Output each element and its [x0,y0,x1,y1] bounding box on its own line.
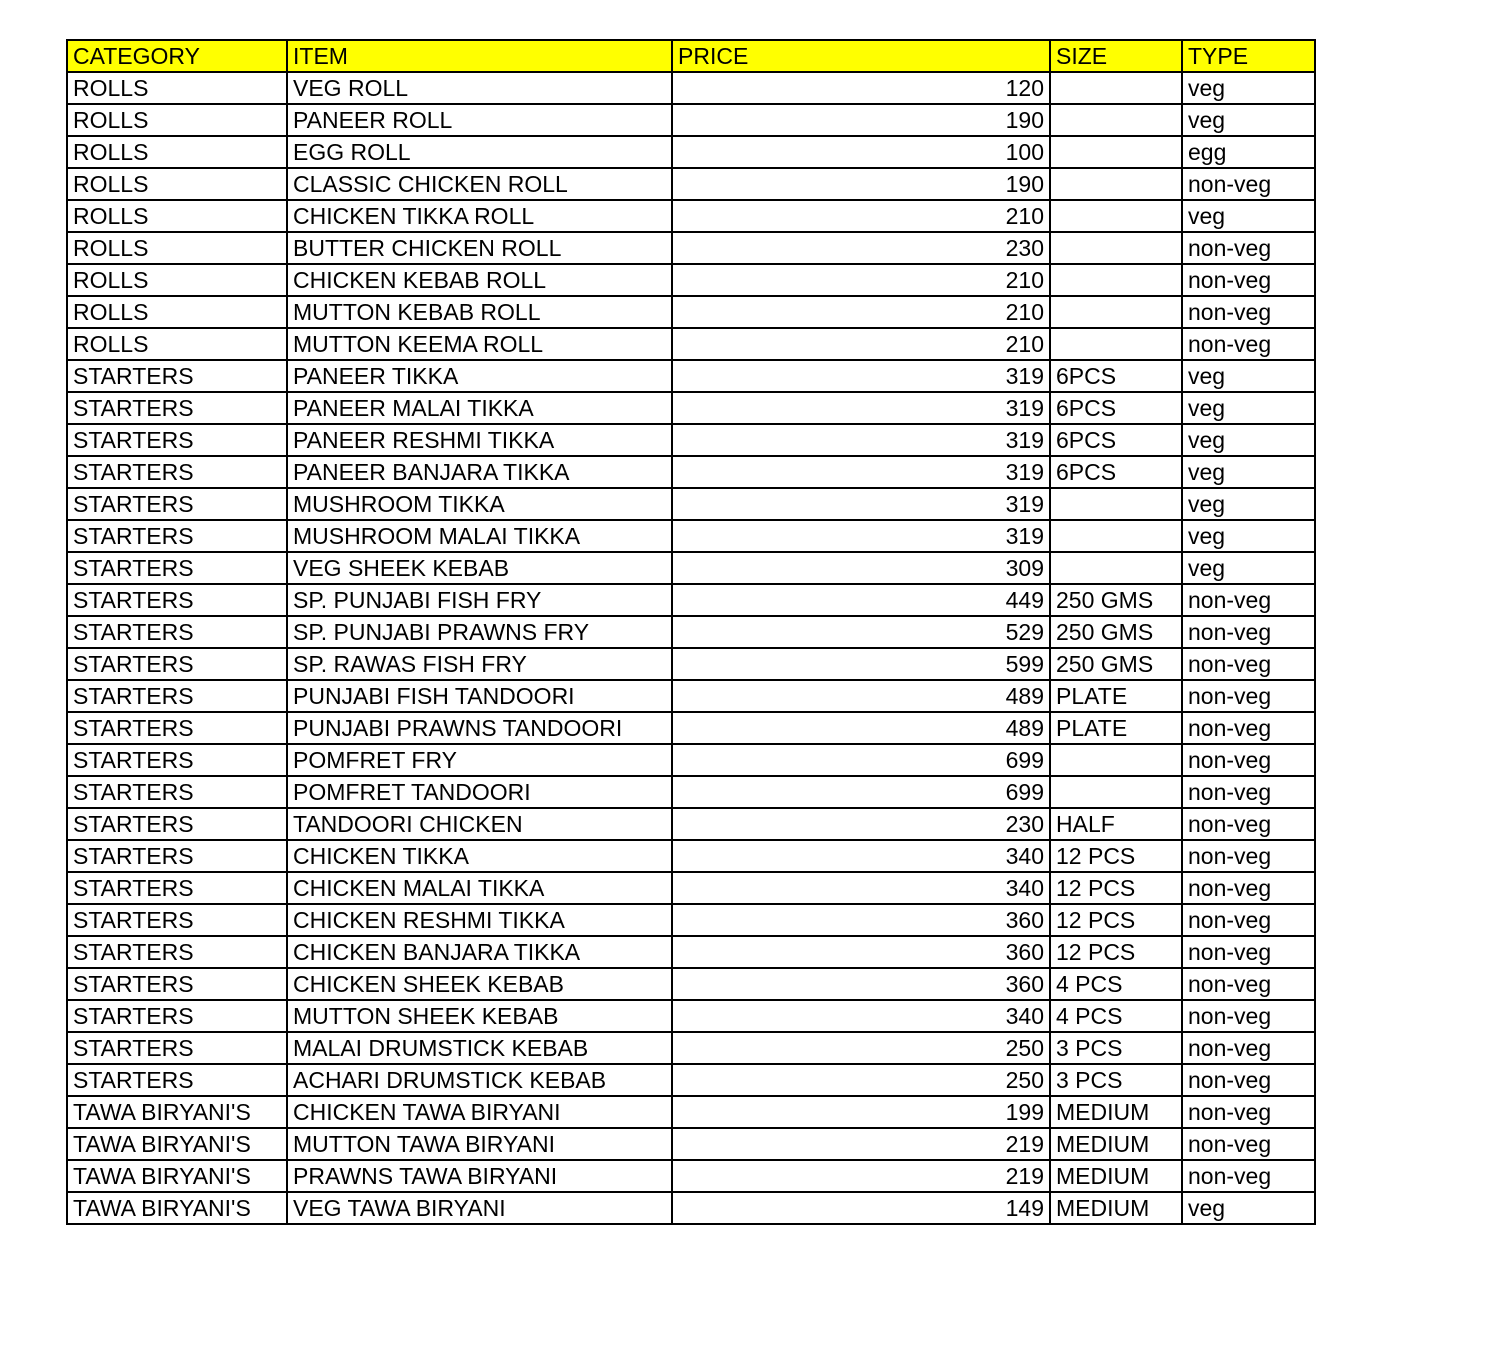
table-row [67,1032,1315,1064]
size-cell [1050,776,1182,808]
size-cell: 4 PCS [1050,968,1182,1000]
type-cell: non-veg [1182,1160,1315,1192]
table-row [67,680,1315,712]
category-cell: TAWA BIRYANI'S [67,1128,287,1160]
type-cell: non-veg [1182,712,1315,744]
price-cell: 250 [672,1064,1050,1096]
type-cell: non-veg [1182,296,1315,328]
column-header-item: ITEM [287,40,672,72]
category-cell: ROLLS [67,168,287,200]
category-cell: STARTERS [67,936,287,968]
item-cell: MUSHROOM MALAI TIKKA [287,520,672,552]
item-cell: CHICKEN TAWA BIRYANI [287,1096,672,1128]
price-cell: 449 [672,584,1050,616]
type-cell: veg [1182,360,1315,392]
category-cell: STARTERS [67,488,287,520]
size-cell: MEDIUM [1050,1160,1182,1192]
price-cell: 120 [672,72,1050,104]
category-cell: STARTERS [67,776,287,808]
type-cell: non-veg [1182,264,1315,296]
size-cell [1050,744,1182,776]
size-cell [1050,296,1182,328]
type-cell: non-veg [1182,1096,1315,1128]
type-cell: egg [1182,136,1315,168]
table-row [67,264,1315,296]
item-cell: MUTTON KEEMA ROLL [287,328,672,360]
category-cell: STARTERS [67,1032,287,1064]
table-row [67,968,1315,1000]
header-row [67,40,1315,72]
price-cell: 319 [672,360,1050,392]
price-cell: 360 [672,936,1050,968]
price-cell: 489 [672,712,1050,744]
item-cell: VEG SHEEK KEBAB [287,552,672,584]
size-cell: 12 PCS [1050,872,1182,904]
category-cell: ROLLS [67,200,287,232]
table-row [67,520,1315,552]
table-row [67,744,1315,776]
category-cell: STARTERS [67,808,287,840]
item-cell: EGG ROLL [287,136,672,168]
size-cell [1050,488,1182,520]
category-cell: STARTERS [67,1000,287,1032]
size-cell: 6PCS [1050,424,1182,456]
type-cell: non-veg [1182,616,1315,648]
price-cell: 100 [672,136,1050,168]
table-row [67,840,1315,872]
category-cell: ROLLS [67,296,287,328]
item-cell: CHICKEN BANJARA TIKKA [287,936,672,968]
category-cell: STARTERS [67,616,287,648]
size-cell: 250 GMS [1050,584,1182,616]
type-cell: non-veg [1182,872,1315,904]
category-cell: ROLLS [67,72,287,104]
category-cell: STARTERS [67,360,287,392]
category-cell: STARTERS [67,744,287,776]
category-cell: STARTERS [67,904,287,936]
category-cell: ROLLS [67,232,287,264]
category-cell: ROLLS [67,328,287,360]
price-cell: 219 [672,1160,1050,1192]
table-row [67,1192,1315,1224]
size-cell [1050,264,1182,296]
category-cell: STARTERS [67,456,287,488]
item-cell: CHICKEN SHEEK KEBAB [287,968,672,1000]
item-cell: CHICKEN RESHMI TIKKA [287,904,672,936]
type-cell: veg [1182,424,1315,456]
type-cell: non-veg [1182,232,1315,264]
menu-table-body [67,72,1315,1224]
price-cell: 210 [672,200,1050,232]
price-cell: 599 [672,648,1050,680]
price-cell: 319 [672,392,1050,424]
table-row [67,392,1315,424]
category-cell: STARTERS [67,552,287,584]
type-cell: non-veg [1182,1000,1315,1032]
item-cell: VEG ROLL [287,72,672,104]
size-cell [1050,72,1182,104]
price-cell: 340 [672,840,1050,872]
size-cell [1050,232,1182,264]
table-row [67,168,1315,200]
type-cell: veg [1182,456,1315,488]
type-cell: non-veg [1182,904,1315,936]
size-cell [1050,552,1182,584]
size-cell: 250 GMS [1050,616,1182,648]
table-row [67,136,1315,168]
table-row [67,904,1315,936]
category-cell: STARTERS [67,872,287,904]
table-row [67,1096,1315,1128]
size-cell [1050,168,1182,200]
type-cell: non-veg [1182,776,1315,808]
table-row [67,328,1315,360]
type-cell: veg [1182,392,1315,424]
size-cell: PLATE [1050,712,1182,744]
item-cell: TANDOORI CHICKEN [287,808,672,840]
price-cell: 190 [672,104,1050,136]
table-row [67,488,1315,520]
table-row [67,200,1315,232]
price-cell: 489 [672,680,1050,712]
size-cell [1050,104,1182,136]
table-row [67,296,1315,328]
table-row [67,1128,1315,1160]
type-cell: non-veg [1182,680,1315,712]
type-cell: veg [1182,72,1315,104]
item-cell: MUTTON KEBAB ROLL [287,296,672,328]
price-cell: 319 [672,424,1050,456]
item-cell: MUTTON TAWA BIRYANI [287,1128,672,1160]
table-row [67,104,1315,136]
item-cell: MUSHROOM TIKKA [287,488,672,520]
item-cell: CHICKEN TIKKA [287,840,672,872]
table-row [67,712,1315,744]
table-row [67,360,1315,392]
size-cell: 3 PCS [1050,1064,1182,1096]
category-cell: STARTERS [67,840,287,872]
size-cell: 12 PCS [1050,840,1182,872]
item-cell: PANEER RESHMI TIKKA [287,424,672,456]
category-cell: TAWA BIRYANI'S [67,1160,287,1192]
item-cell: VEG TAWA BIRYANI [287,1192,672,1224]
item-cell: PANEER BANJARA TIKKA [287,456,672,488]
item-cell: SP. PUNJABI FISH FRY [287,584,672,616]
item-cell: PUNJABI PRAWNS TANDOORI [287,712,672,744]
item-cell: MUTTON SHEEK KEBAB [287,1000,672,1032]
price-cell: 360 [672,904,1050,936]
table-row [67,456,1315,488]
price-cell: 319 [672,488,1050,520]
category-cell: STARTERS [67,520,287,552]
price-cell: 230 [672,808,1050,840]
size-cell: 12 PCS [1050,904,1182,936]
item-cell: CHICKEN KEBAB ROLL [287,264,672,296]
table-row [67,552,1315,584]
size-cell: 6PCS [1050,456,1182,488]
table-row [67,72,1315,104]
item-cell: PANEER TIKKA [287,360,672,392]
price-cell: 309 [672,552,1050,584]
item-cell: CHICKEN TIKKA ROLL [287,200,672,232]
column-header-size: SIZE [1050,40,1182,72]
size-cell [1050,520,1182,552]
size-cell [1050,136,1182,168]
size-cell: MEDIUM [1050,1192,1182,1224]
table-row [67,1064,1315,1096]
table-row [67,616,1315,648]
type-cell: veg [1182,1192,1315,1224]
table-row [67,872,1315,904]
size-cell: 4 PCS [1050,1000,1182,1032]
category-cell: TAWA BIRYANI'S [67,1192,287,1224]
type-cell: non-veg [1182,648,1315,680]
table-row [67,936,1315,968]
price-cell: 149 [672,1192,1050,1224]
size-cell: MEDIUM [1050,1128,1182,1160]
item-cell: CHICKEN MALAI TIKKA [287,872,672,904]
price-cell: 340 [672,1000,1050,1032]
size-cell [1050,200,1182,232]
type-cell: veg [1182,200,1315,232]
column-header-type: TYPE [1182,40,1315,72]
category-cell: STARTERS [67,968,287,1000]
size-cell: 12 PCS [1050,936,1182,968]
category-cell: STARTERS [67,392,287,424]
column-header-price: PRICE [672,40,1050,72]
item-cell: POMFRET TANDOORI [287,776,672,808]
type-cell: non-veg [1182,840,1315,872]
type-cell: non-veg [1182,584,1315,616]
menu-table-header [67,40,1315,72]
price-cell: 319 [672,520,1050,552]
type-cell: veg [1182,488,1315,520]
table-row [67,808,1315,840]
table-row [67,424,1315,456]
category-cell: STARTERS [67,648,287,680]
price-cell: 319 [672,456,1050,488]
type-cell: non-veg [1182,968,1315,1000]
size-cell [1050,328,1182,360]
category-cell: ROLLS [67,136,287,168]
category-cell: ROLLS [67,104,287,136]
type-cell: non-veg [1182,1032,1315,1064]
price-cell: 219 [672,1128,1050,1160]
size-cell: 6PCS [1050,392,1182,424]
price-cell: 340 [672,872,1050,904]
table-row [67,648,1315,680]
item-cell: PANEER MALAI TIKKA [287,392,672,424]
type-cell: non-veg [1182,744,1315,776]
item-cell: MALAI DRUMSTICK KEBAB [287,1032,672,1064]
column-header-category: CATEGORY [67,40,287,72]
table-row [67,776,1315,808]
item-cell: PUNJABI FISH TANDOORI [287,680,672,712]
item-cell: CLASSIC CHICKEN ROLL [287,168,672,200]
table-row [67,584,1315,616]
type-cell: veg [1182,552,1315,584]
category-cell: STARTERS [67,680,287,712]
price-cell: 210 [672,296,1050,328]
category-cell: TAWA BIRYANI'S [67,1096,287,1128]
size-cell: HALF [1050,808,1182,840]
type-cell: non-veg [1182,1064,1315,1096]
type-cell: non-veg [1182,1128,1315,1160]
size-cell: 6PCS [1050,360,1182,392]
price-cell: 199 [672,1096,1050,1128]
price-cell: 699 [672,744,1050,776]
item-cell: PANEER ROLL [287,104,672,136]
item-cell: SP. RAWAS FISH FRY [287,648,672,680]
item-cell: BUTTER CHICKEN ROLL [287,232,672,264]
price-cell: 190 [672,168,1050,200]
category-cell: ROLLS [67,264,287,296]
price-cell: 210 [672,264,1050,296]
type-cell: veg [1182,520,1315,552]
type-cell: non-veg [1182,168,1315,200]
price-cell: 529 [672,616,1050,648]
menu-table [66,39,1316,1225]
category-cell: STARTERS [67,1064,287,1096]
item-cell: SP. PUNJABI PRAWNS FRY [287,616,672,648]
price-cell: 699 [672,776,1050,808]
category-cell: STARTERS [67,424,287,456]
item-cell: ACHARI DRUMSTICK KEBAB [287,1064,672,1096]
size-cell: MEDIUM [1050,1096,1182,1128]
item-cell: POMFRET FRY [287,744,672,776]
type-cell: non-veg [1182,808,1315,840]
size-cell: PLATE [1050,680,1182,712]
type-cell: non-veg [1182,328,1315,360]
table-row [67,1160,1315,1192]
type-cell: veg [1182,104,1315,136]
table-row [67,232,1315,264]
price-cell: 360 [672,968,1050,1000]
size-cell: 3 PCS [1050,1032,1182,1064]
price-cell: 210 [672,328,1050,360]
category-cell: STARTERS [67,712,287,744]
category-cell: STARTERS [67,584,287,616]
item-cell: PRAWNS TAWA BIRYANI [287,1160,672,1192]
size-cell: 250 GMS [1050,648,1182,680]
price-cell: 230 [672,232,1050,264]
price-cell: 250 [672,1032,1050,1064]
type-cell: non-veg [1182,936,1315,968]
table-row [67,1000,1315,1032]
